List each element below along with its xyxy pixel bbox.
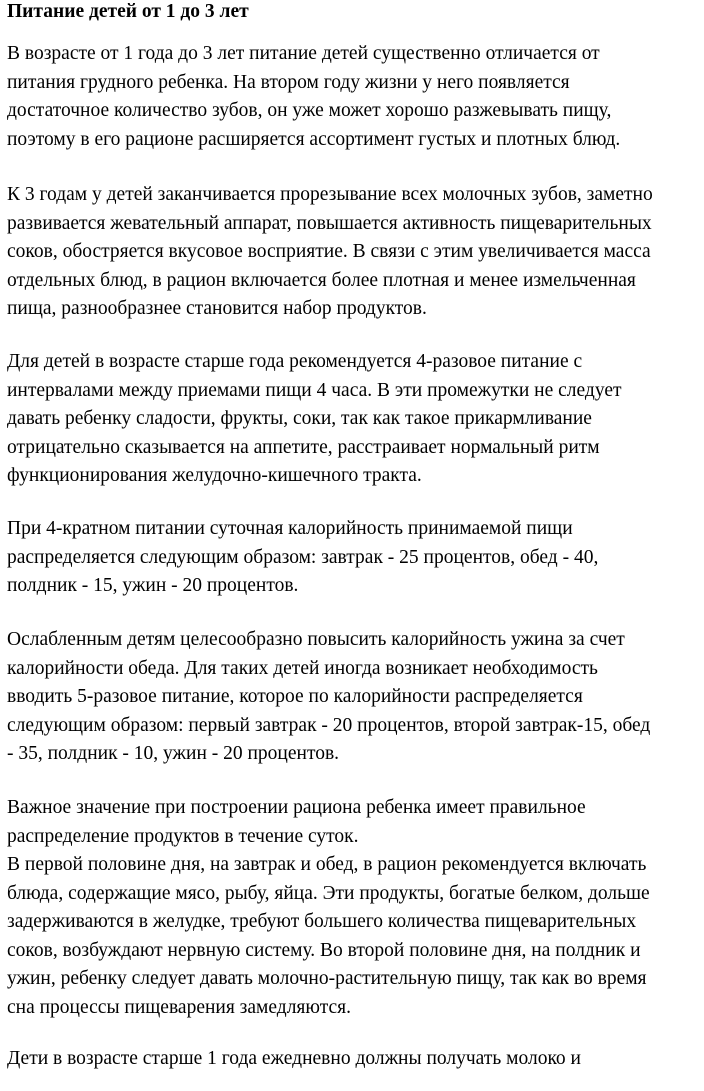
paragraph-line: интервалами между приемами пищи 4 часа. В эти промежутки не следует [7,379,622,401]
paragraph-line: отдельных блюд, в рацион включается более плотная и менее измельченная [7,269,636,291]
paragraph-line: В первой половине дня, на завтрак и обед, в рацион рекомендуется включать [7,854,647,875]
paragraph-1 [7,40,704,154]
paragraph-line: - 35, полдник - 10, ужин - 20 процентов. [7,743,340,764]
paragraph-line: соков, возбуждают нервную систему. Во второй половине дня, на полдник и [7,939,641,961]
paragraph-line: отрицательно сказывается на аппетите, расстраивает нормальный ритм [7,436,600,458]
paragraph-line: давать ребенку сладости, фрукты, соки, так как такое прикармливание [7,408,592,429]
paragraph-line: Для детей в возрасте старше года рекомендуется 4-разовое питание с [7,351,583,372]
paragraph-line: При 4-кратном питании суточная калорийность принимаемой пищи [7,518,573,539]
paragraph-line: распределение продуктов в течение суток. [7,825,359,847]
paragraph-line: блюда, содержащие мясо, рыбу, яйца. Эти продукты, богатые белком, дольше [7,882,650,904]
paragraph-4 [7,515,704,601]
paragraph-line: распределяется следующим образом: завтрак - 25 процентов, обед - 40, [7,546,599,568]
paragraph-line: ужин, ребенку следует давать молочно-растительную пищу, так как во время [7,968,647,989]
paragraph-line: следующим образом: первый завтрак - 20 процентов, второй завтрак-15, обед [7,714,651,736]
paragraph-line: полдник - 15, ужин - 20 процентов. [7,575,299,596]
paragraph-7 [7,1045,704,1074]
paragraph-line: Ослабленным детям целесообразно повысить калорийность ужина за счет [7,629,625,650]
paragraph-line: Важное значение при построении рациона ребенка имеет правильное [7,797,586,818]
paragraph-line: В возрасте от 1 года до 3 лет питание детей существенно отличается от [7,43,600,64]
paragraph-line: поэтому в его рационе расширяется ассортимент густых и плотных блюд. [7,128,621,150]
paragraph-line: соков, обостряется вкусовое восприятие. В связи с этим увеличивается масса [7,241,651,262]
paragraph-5 [7,626,704,769]
paragraph-line: Дети в возрасте старше 1 года ежедневно должны получать молоко и [7,1048,581,1069]
paragraph-line: сна процессы пищеварения замедляются. [7,996,351,1018]
paragraph-line: задерживаются в желудке, требуют большего количества пищеварительных [7,911,637,932]
paragraph-line: К 3 годам у детей заканчивается прорезывание всех молочных зубов, заметно [7,184,653,205]
paragraph-3 [7,348,704,491]
paragraph-line: вводить 5-разовое питание, которое по калорийности распределяется [7,686,583,707]
paragraph-line: развивается жевательный аппарат, повышается активность пищеварительных [7,212,652,234]
paragraph-line: пища, разнообразнее становится набор продуктов. [7,298,427,319]
paragraph-line: функционирования желудочно-кишечного тракта. [7,465,422,486]
paragraph-6 [7,794,704,1022]
paragraph-line: питания грудного ребенка. На втором году жизни у него появляется [7,71,570,93]
paragraph-line: калорийности обеда. Для таких детей иногда возникает необходимость [7,657,598,679]
document-title: Питание детей от 1 до 3 лет [7,1,249,22]
paragraph-line: достаточное количество зубов, он уже может хорошо разжевывать пищу, [7,100,612,121]
paragraph-2 [7,181,704,324]
